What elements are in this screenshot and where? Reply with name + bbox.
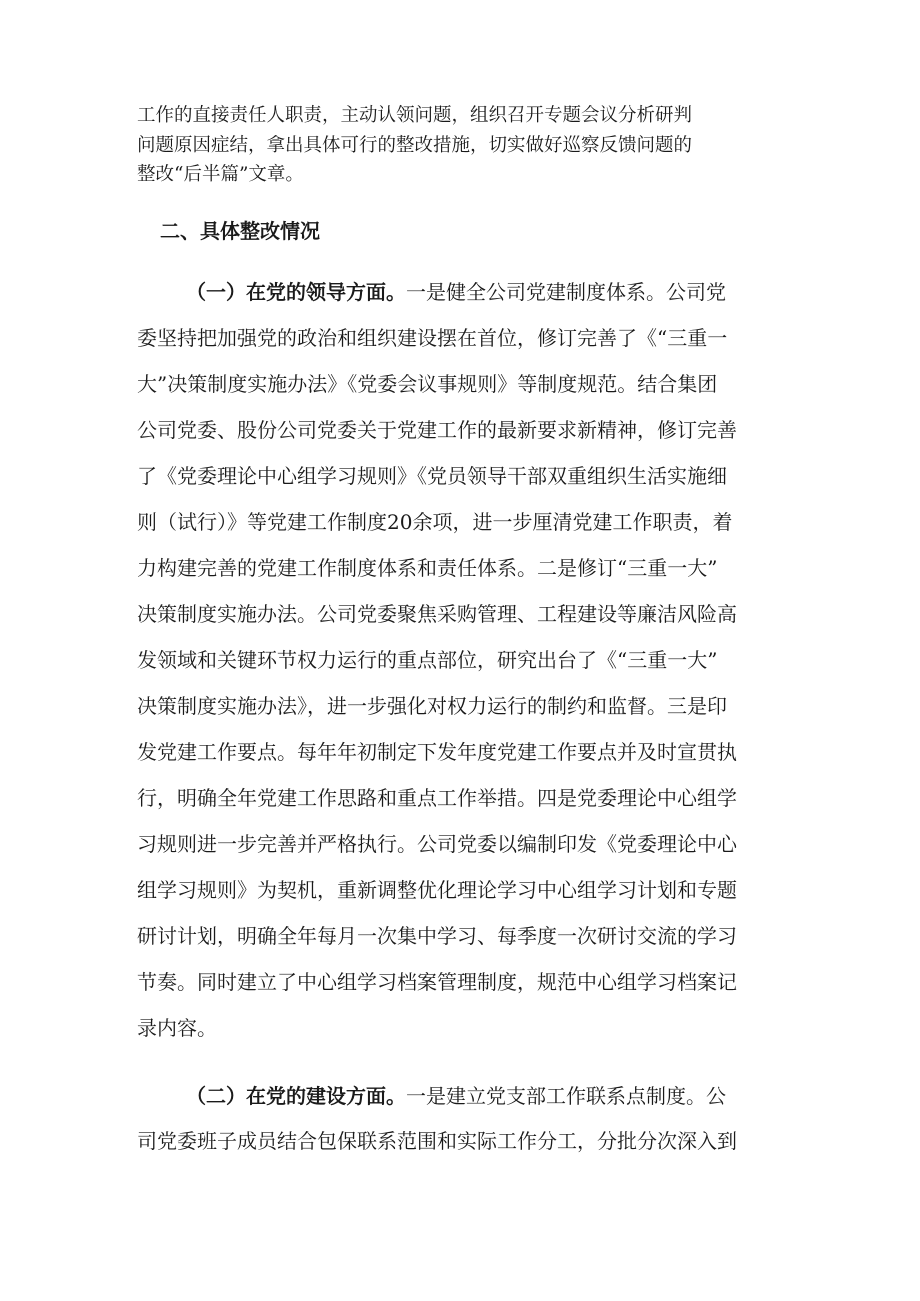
line-text: 公司党委、股份公司党委关于党建工作的最新要求新精神，修订完善 — [137, 418, 737, 442]
paragraph-line — [137, 828, 787, 857]
line-text: 力构建完善的党建工作制度体系和责任体系。二是修订“三重一大” — [137, 556, 718, 580]
paragraph-line — [137, 322, 787, 351]
line-text: 大”决策制度实施办法》《党委会议事规则》等制度规范。结合集团 — [137, 372, 718, 396]
line-text: 工作的直接责任人职责，主动认领问题，组织召开专题会议分析研判 — [137, 105, 693, 126]
paragraph-line — [137, 506, 787, 535]
line-text: 司党委班子成员结合包保联系范围和实际工作分工，分批分次深入到 — [137, 1129, 737, 1153]
line-text: 决策制度实施办法。公司党委聚焦采购管理、工程建设等廉洁风险高 — [137, 602, 737, 626]
line-text: 委坚持把加强党的政治和组织建设摆在首位，修订完善了《“三重一 — [137, 326, 728, 350]
paragraph-line — [137, 920, 787, 949]
paragraph-line — [137, 966, 787, 995]
line-text: 习规则进一步完善并严格执行。公司党委以编制印发《党委理论中心 — [137, 832, 737, 856]
line-text: 问题原因症结，拿出具体可行的整改措施，切实做好巡察反馈问题的 — [137, 135, 693, 156]
line-text: 发党建工作要点。每年年初制定下发年度党建工作要点并及时宣贯执 — [137, 740, 737, 764]
line-text: 组学习规则》为契机，重新调整优化理论学习中心组学习计划和专题 — [137, 878, 737, 902]
line-text: 一是建立党支部工作联系点制度。公 — [406, 1084, 726, 1108]
paragraph-line — [137, 160, 787, 186]
paragraph-line — [137, 598, 787, 627]
paragraph-line — [186, 276, 786, 305]
line-text: 录内容。 — [137, 1016, 217, 1040]
paragraph-line — [137, 131, 787, 157]
line-text: 则（试行）》等党建工作制度20余项，进一步厘清党建工作职责，着 — [137, 510, 733, 534]
paragraph-line — [137, 1012, 787, 1041]
paragraph-line — [137, 414, 787, 443]
line-text: 发领域和关键环节权力运行的重点部位，研究出台了《“三重一大” — [137, 648, 718, 672]
line-text: 决策制度实施办法》，进一步强化对权力运行的制约和监督。三是印 — [137, 694, 727, 718]
paragraph-line — [137, 644, 787, 673]
paragraph-line — [137, 368, 787, 397]
subsection-label: （二）在党的建设方面。 — [186, 1084, 406, 1108]
line-text: 整改“后半篇”文章。 — [137, 164, 304, 185]
section-heading — [160, 215, 810, 244]
paragraph-line — [186, 1080, 786, 1109]
line-text: 一是健全公司党建制度体系。公司党 — [406, 280, 726, 304]
paragraph-line — [137, 736, 787, 765]
line-text: 了《党委理论中心组学习规则》《党员领导干部双重组织生活实施细 — [137, 464, 727, 488]
line-text: 行，明确全年党建工作思路和重点工作举措。四是党委理论中心组学 — [137, 786, 737, 810]
paragraph-line — [137, 874, 787, 903]
paragraph-line — [137, 1125, 787, 1154]
paragraph-line — [137, 101, 787, 127]
paragraph-line — [137, 552, 787, 581]
paragraph-line — [137, 690, 787, 719]
paragraph-line — [137, 782, 787, 811]
heading-text: 二、具体整改情况 — [160, 219, 320, 243]
subsection-label: （一）在党的领导方面。 — [186, 280, 406, 304]
line-text: 节奏。同时建立了中心组学习档案管理制度，规范中心组学习档案记 — [137, 970, 737, 994]
line-text: 研讨计划，明确全年每月一次集中学习、每季度一次研讨交流的学习 — [137, 924, 737, 948]
paragraph-line — [137, 460, 787, 489]
